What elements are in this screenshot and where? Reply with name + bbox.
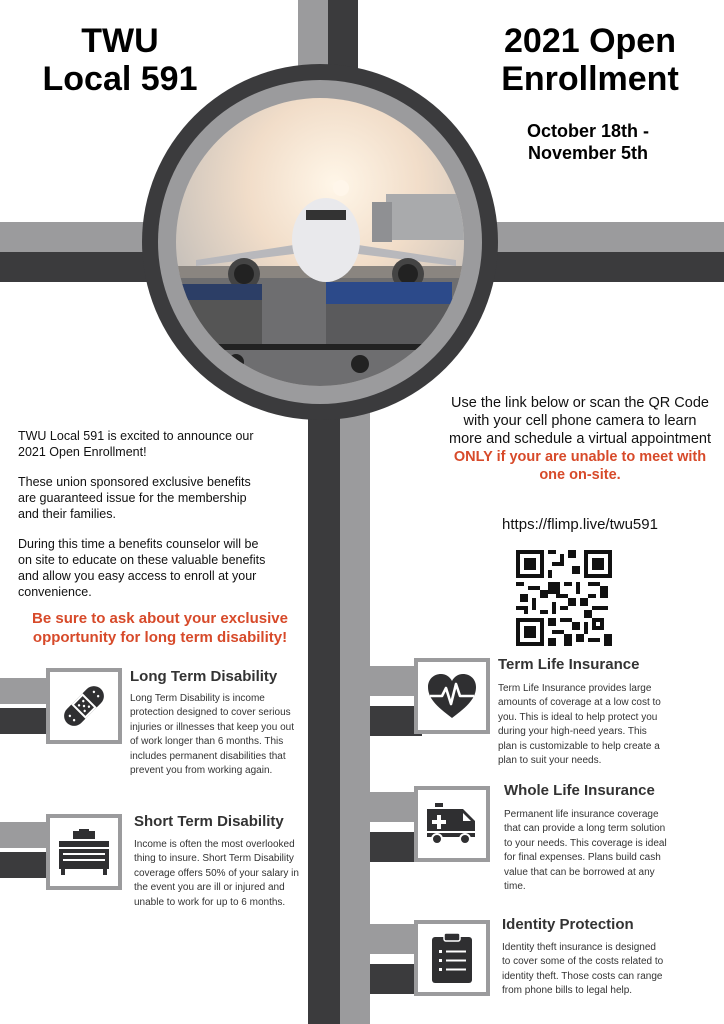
std-icon-box [46,814,122,890]
whole-text: Permanent life insurance coverage that can provide a long term solution to your needs. This coverage is ideal for final expenses. Plans build cash value that can be borrowed at any time. [504,809,667,893]
intro-text [18,428,268,614]
term-text: Term Life Insurance provides large amounts of coverage at a low cost to you. This is ideal to help protect you during your high-need years. This plan is customizable to help create a plan to suit your needs. [498,683,661,767]
ltd-title: Long Term Disability [130,668,278,685]
ltd-connector-light [0,678,52,704]
enrollment-dates [488,120,688,164]
std-title: Short Term Disability [134,813,284,830]
ltd-connector-dark [0,708,52,734]
right-horizontal-dark-band [460,252,724,282]
union-title-line2: Local 591 [42,60,198,98]
intro-paragraph-2: These union sponsored exclusive benefits are guaranteed issue for the membership and their families. [18,475,251,521]
std-text: Income is often the most overlooked thing to insure. Short Term Disability coverage offers 50% of your salary in the event you are ill or injured and unable to work for up to 6 months. [134,839,299,908]
enrollment-title-line2: Enrollment [501,60,679,98]
airplane-photo [176,98,464,386]
enrollment-link[interactable]: https://flimp.live/twu591 [502,516,658,533]
hospital-bed-icon [57,829,111,875]
qr-code[interactable] [516,550,612,646]
dates-line1: October 18th - [526,121,650,141]
whole-title: Whole Life Insurance [504,782,655,799]
union-title [20,22,220,98]
term-title: Term Life Insurance [498,656,640,673]
whole-icon-box [414,786,490,862]
intro-paragraph-3: During this time a benefits counselor will be on site to educate on these valuable benefits and allow you easy access to enroll at your convenience. [18,537,266,599]
ltd-icon-box [46,668,122,744]
clipboard-icon [430,931,474,985]
cta-text [448,394,712,484]
main-vertical-light-band [340,380,370,1024]
dates-line2: November 5th [527,143,649,163]
identity-title: Identity Protection [502,916,634,933]
enrollment-title [470,22,710,98]
union-title-line1: TWU [81,22,159,60]
cta-onsite-note: ONLY if your are unable to meet with one on-site. [453,449,707,483]
cta-main: Use the link below or scan the QR Code with your cell phone camera to learn more and schedule a virtual appointment [449,395,711,447]
intro-paragraph-1: TWU Local 591 is excited to announce our 2021 Open Enrollment! [18,429,254,459]
std-connector-light [0,822,52,848]
right-horizontal-light-band [460,222,724,252]
ltd-highlight: Be sure to ask about your exclusive opportunity for long term disability! [32,610,288,646]
bandage-icon [58,680,110,732]
identity-text: Identity theft insurance is designed to cover some of the costs related to identity theft. Those costs can range from phone bills to legal help. [502,942,664,997]
ltd-text: Long Term Disability is income protection designed to cover serious injuries or illnesses that keep you out of work longer than 6 months. This includes permanent disabilities that prevent you from working again. [130,693,294,777]
enrollment-title-line1: 2021 Open [504,22,676,60]
main-vertical-dark-band [308,380,340,1024]
identity-icon-box [414,920,490,996]
std-connector-dark [0,852,52,878]
term-icon-box [414,658,490,734]
ambulance-icon [425,803,479,845]
heartbeat-icon [426,672,478,720]
